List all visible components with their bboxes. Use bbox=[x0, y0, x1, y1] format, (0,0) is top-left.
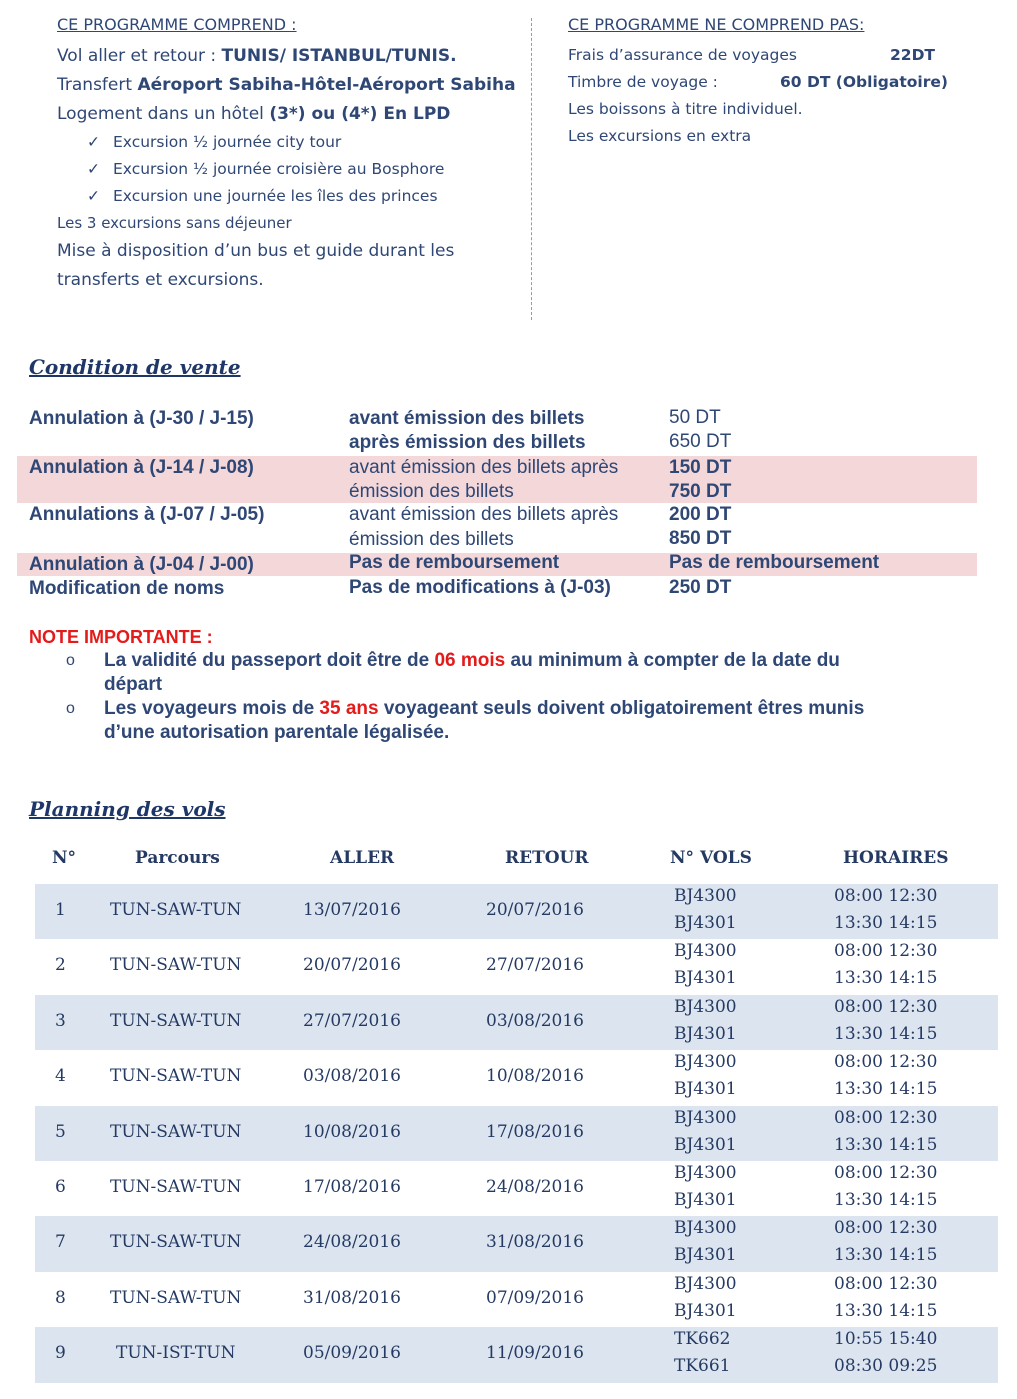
flight-time-out: 08:00 12:30 bbox=[834, 1052, 938, 1073]
flight-time-out: 08:00 12:30 bbox=[834, 941, 938, 962]
flight-number: 4 bbox=[55, 1066, 66, 1087]
header-flight-numbers: N° VOLS bbox=[670, 848, 752, 868]
table-row bbox=[35, 1106, 998, 1161]
flight-code-out: BJ4300 bbox=[674, 996, 737, 1017]
header-return: RETOUR bbox=[505, 848, 589, 868]
include-no-lunch: Les 3 excursions sans déjeuner bbox=[57, 214, 292, 232]
include-bus-guide-cont: transferts et excursions. bbox=[57, 270, 264, 290]
header-schedule: HORAIRES bbox=[843, 848, 949, 868]
flight-return-date: 10/08/2016 bbox=[486, 1066, 584, 1087]
flight-time-out: 08:00 12:30 bbox=[834, 1273, 938, 1294]
flight-route: TUN-SAW-TUN bbox=[110, 1232, 242, 1253]
flight-number: 3 bbox=[55, 1010, 66, 1031]
flight-code-out: TK662 bbox=[674, 1329, 731, 1350]
flight-time-back: 13:30 14:15 bbox=[834, 1023, 938, 1044]
flight-outbound-date: 10/08/2016 bbox=[303, 1121, 401, 1142]
flight-number: 2 bbox=[55, 955, 66, 976]
header-outbound: ALLER bbox=[330, 848, 395, 868]
bullet-icon: o bbox=[66, 700, 75, 717]
flight-return-date: 24/08/2016 bbox=[486, 1176, 584, 1197]
flight-time-out: 08:00 12:30 bbox=[834, 1162, 938, 1183]
flight-return-date: 03/08/2016 bbox=[486, 1010, 584, 1031]
checkmark-icon: ✓ bbox=[87, 160, 100, 178]
flight-code-out: BJ4300 bbox=[674, 1218, 737, 1239]
flight-outbound-date: 20/07/2016 bbox=[303, 955, 401, 976]
note-passport: La validité du passeport doit être de 06 mois au minimum à compter de la date du départ bbox=[104, 650, 840, 695]
program-excludes bbox=[568, 14, 988, 150]
flight-return-date: 11/09/2016 bbox=[486, 1343, 584, 1364]
flight-route: TUN-SAW-TUN bbox=[110, 900, 242, 920]
flight-time-back: 13:30 14:15 bbox=[834, 1079, 938, 1100]
flight-time-back: 08:30 09:25 bbox=[834, 1356, 938, 1377]
flights-table-body bbox=[35, 884, 998, 1383]
include-excursion: ✓ Excursion une journée les îles des princes bbox=[57, 183, 517, 210]
flight-time-back: 13:30 14:15 bbox=[834, 1300, 938, 1321]
flights-table bbox=[35, 840, 998, 1383]
flight-outbound-date: 27/07/2016 bbox=[303, 1010, 401, 1031]
flight-outbound-date: 24/08/2016 bbox=[303, 1232, 401, 1253]
note-title: NOTE IMPORTANTE : bbox=[29, 627, 213, 647]
include-hotel: Logement dans un hôtel (3*) ou (4*) En LPD bbox=[57, 104, 451, 124]
flight-code-back: BJ4301 bbox=[674, 1300, 737, 1321]
exclude-extra-excursions: Les excursions en extra bbox=[568, 127, 752, 145]
condition-row: Annulation à (J-30 / J-15) avant émission des billets après émission des billets 50 DT 650 DT bbox=[29, 407, 732, 453]
flights-title: Planning des vols bbox=[29, 797, 226, 821]
condition-row: Modification de noms Pas de modifications à (J-03) 250 DT bbox=[29, 577, 732, 599]
checkmark-icon: ✓ bbox=[87, 187, 100, 205]
flights-table-header bbox=[35, 840, 998, 884]
flight-number: 1 bbox=[55, 900, 66, 920]
flight-time-back: 13:30 14:15 bbox=[834, 968, 938, 989]
flight-code-out: BJ4300 bbox=[674, 1273, 737, 1294]
flight-code-back: BJ4301 bbox=[674, 1189, 737, 1210]
table-row bbox=[35, 1050, 998, 1105]
table-row bbox=[35, 1327, 998, 1382]
flight-number: 6 bbox=[55, 1176, 66, 1197]
flight-code-back: BJ4301 bbox=[674, 968, 737, 989]
exclude-insurance: Frais d’assurance de voyages 22DT bbox=[568, 46, 936, 64]
flight-number: 5 bbox=[55, 1121, 66, 1142]
header-number: N° bbox=[52, 848, 77, 868]
condition-row: Annulation à (J-14 / J-08) avant émission des billets après émission des billets 150 DT 750 DT bbox=[17, 456, 977, 503]
excludes-title: CE PROGRAMME NE COMPREND PAS: bbox=[568, 15, 865, 34]
table-row bbox=[35, 995, 998, 1050]
flight-code-out: BJ4300 bbox=[674, 1052, 737, 1073]
flight-code-back: BJ4301 bbox=[674, 913, 737, 933]
note-minors: Les voyageurs mois de 35 ans voyageant seuls doivent obligatoirement êtres munis d’une autorisation parentale légalisée. bbox=[104, 698, 865, 743]
flight-route: TUN-SAW-TUN bbox=[110, 955, 242, 976]
flight-code-back: BJ4301 bbox=[674, 1079, 737, 1100]
checkmark-icon: ✓ bbox=[87, 133, 100, 151]
table-row bbox=[35, 884, 998, 939]
flight-outbound-date: 05/09/2016 bbox=[303, 1343, 401, 1364]
exclude-stamp: Timbre de voyage : 60 DT (Obligatoire) bbox=[568, 73, 948, 91]
conditions-title: Condition de vente bbox=[29, 355, 241, 379]
flight-time-back: 13:30 14:15 bbox=[834, 1189, 938, 1210]
include-excursion: ✓ Excursion ½ journée city tour bbox=[57, 129, 517, 156]
flight-route: TUN-IST-TUN bbox=[116, 1343, 236, 1364]
flight-number: 8 bbox=[55, 1287, 66, 1308]
table-row bbox=[35, 939, 998, 994]
table-row bbox=[35, 1161, 998, 1216]
flight-code-out: BJ4300 bbox=[674, 941, 737, 962]
flight-time-out: 08:00 12:30 bbox=[834, 1107, 938, 1128]
flight-number: 7 bbox=[55, 1232, 66, 1253]
flight-number: 9 bbox=[55, 1343, 66, 1364]
flight-time-back: 13:30 14:15 bbox=[834, 913, 938, 933]
flight-route: TUN-SAW-TUN bbox=[110, 1066, 242, 1087]
flight-route: TUN-SAW-TUN bbox=[110, 1010, 242, 1031]
flight-return-date: 07/09/2016 bbox=[486, 1287, 584, 1308]
include-bus-guide: Mise à disposition d’un bus et guide durant les bbox=[57, 241, 455, 261]
flight-time-out: 08:00 12:30 bbox=[834, 1218, 938, 1239]
program-includes bbox=[57, 14, 517, 295]
flight-return-date: 31/08/2016 bbox=[486, 1232, 584, 1253]
column-divider bbox=[531, 18, 532, 320]
flight-code-out: BJ4300 bbox=[674, 886, 737, 906]
exclude-drinks: Les boissons à titre individuel. bbox=[568, 100, 803, 118]
table-row bbox=[35, 1216, 998, 1271]
header-route: Parcours bbox=[135, 848, 220, 868]
flight-route: TUN-SAW-TUN bbox=[110, 1176, 242, 1197]
flight-code-back: BJ4301 bbox=[674, 1134, 737, 1155]
flight-route: TUN-SAW-TUN bbox=[110, 1287, 242, 1308]
flight-code-back: BJ4301 bbox=[674, 1023, 737, 1044]
include-transfer: Transfert Aéroport Sabiha-Hôtel-Aéroport Sabiha bbox=[57, 75, 516, 95]
flight-time-out: 08:00 12:30 bbox=[834, 886, 938, 906]
flight-time-out: 08:00 12:30 bbox=[834, 996, 938, 1017]
flight-code-out: BJ4300 bbox=[674, 1107, 737, 1128]
includes-title: CE PROGRAMME COMPREND : bbox=[57, 15, 297, 34]
flight-outbound-date: 13/07/2016 bbox=[303, 900, 401, 920]
flight-time-out: 10:55 15:40 bbox=[834, 1329, 938, 1350]
flight-return-date: 27/07/2016 bbox=[486, 955, 584, 976]
condition-row: Annulations à (J-07 / J-05) avant émission des billets après émission des billets 200 DT 850 DT bbox=[29, 504, 732, 550]
condition-row: Annulation à (J-04 / J-00) Pas de remboursement Pas de remboursement bbox=[17, 553, 977, 576]
flight-outbound-date: 31/08/2016 bbox=[303, 1287, 401, 1308]
flight-outbound-date: 17/08/2016 bbox=[303, 1176, 401, 1197]
flight-time-back: 13:30 14:15 bbox=[834, 1245, 938, 1266]
include-excursion: ✓ Excursion ½ journée croisière au Bosphore bbox=[57, 156, 517, 183]
flight-outbound-date: 03/08/2016 bbox=[303, 1066, 401, 1087]
flight-return-date: 20/07/2016 bbox=[486, 900, 584, 920]
bullet-icon: o bbox=[66, 652, 75, 669]
flight-route: TUN-SAW-TUN bbox=[110, 1121, 242, 1142]
flight-time-back: 13:30 14:15 bbox=[834, 1134, 938, 1155]
table-row bbox=[35, 1272, 998, 1327]
include-flight: Vol aller et retour : TUNIS/ ISTANBUL/TUNIS. bbox=[57, 46, 457, 66]
conditions-table bbox=[17, 406, 977, 602]
flight-return-date: 17/08/2016 bbox=[486, 1121, 584, 1142]
flight-code-out: BJ4300 bbox=[674, 1162, 737, 1183]
flight-code-back: TK661 bbox=[674, 1356, 731, 1377]
flight-code-back: BJ4301 bbox=[674, 1245, 737, 1266]
